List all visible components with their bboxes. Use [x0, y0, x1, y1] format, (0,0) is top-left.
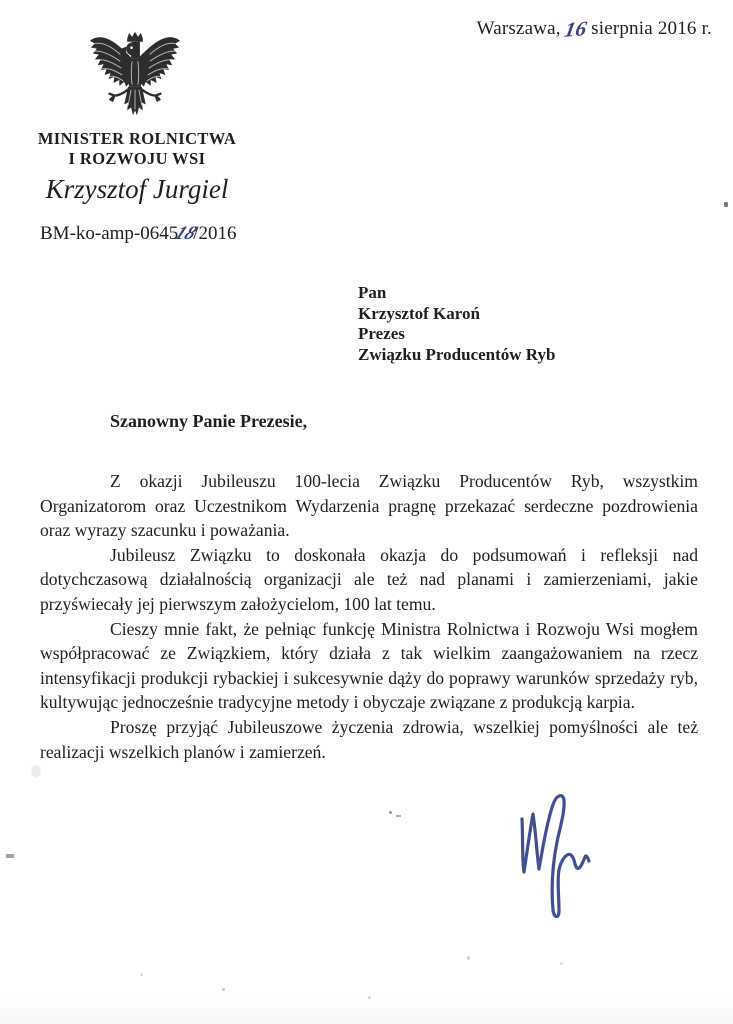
body-paragraph: Proszę przyjąć Jubileuszowe życzenia zdrowia, wszelkiej pomyślności ale też realizacji wszelkich planów i zamierzeń.	[40, 716, 698, 762]
sender-name: Krzysztof Jurgiel	[45, 174, 229, 204]
dateline	[477, 15, 712, 40]
scan-speck	[467, 956, 470, 960]
body-paragraph: Z okazji Jubileuszu 100-lecia Związku Producentów Ryb, wszystkim Organizatorom oraz Uczestnikom Wydarzenia pragnę przekazać serdeczne pozdrowienia oraz wyrazy szacunku i poważania.	[40, 471, 698, 541]
sender-title	[30, 129, 244, 168]
scan-speck	[222, 988, 225, 991]
salutation: Szanowny Panie Prezesie,	[110, 411, 308, 431]
recipient-line: Związku Producentów Ryb	[358, 344, 556, 364]
scan-speck	[140, 973, 143, 976]
reference-suffix: /2016	[193, 223, 237, 244]
handwritten-signature	[440, 772, 660, 942]
reference-handwritten-number: 18	[171, 223, 201, 244]
scan-speck	[368, 996, 371, 999]
scan-speck	[389, 811, 392, 814]
recipient-line: Pan	[358, 283, 387, 302]
sender-title-line2: I ROZWOJU WSI	[68, 148, 206, 168]
sender-title-line1: MINISTER ROLNICTWA	[37, 129, 237, 148]
scan-speck	[724, 202, 728, 207]
recipient-block	[358, 283, 555, 365]
recipient-line: Krzysztof Karoń	[358, 303, 480, 323]
reference-number	[40, 223, 237, 245]
reference-prefix: BM-ko-amp-0645	[40, 223, 179, 244]
scan-speck	[560, 962, 563, 965]
scan-speck	[31, 765, 41, 777]
body-paragraph: Cieszy mnie fakt, że pełniąc funkcję Ministra Rolnictwa i Rozwoju Wsi mogłem współpracować ze Związkiem, który działa z tak wielkim zaangażowaniem na rzecz intensyfikacji produkcji rybackiej i sukcesywnie dąży do poprawy warunków sprzedaży ryb, kultywując jednocześnie tradycyjne metody i obyczaje związane z produkcją karpia.	[40, 618, 698, 713]
polish-eagle-emblem-icon	[86, 30, 184, 124]
letter-body	[40, 469, 698, 764]
body-paragraph: Jubileusz Związku to doskonała okazja do podsumowań i refleksji nad dotychczasową działalnością organizacji ale też nad planami i zamierzeniami, jakie przyświecały jej pierwszym założycielom, 100 lat temu.	[40, 544, 698, 614]
dateline-rest: sierpnia 2016 r.	[591, 18, 712, 39]
dateline-handwritten-day: 16	[562, 16, 589, 42]
scan-speck	[396, 815, 401, 817]
recipient-line: Prezes	[358, 324, 405, 343]
dateline-city: Warszawa,	[476, 18, 561, 39]
scan-speck	[6, 854, 14, 858]
